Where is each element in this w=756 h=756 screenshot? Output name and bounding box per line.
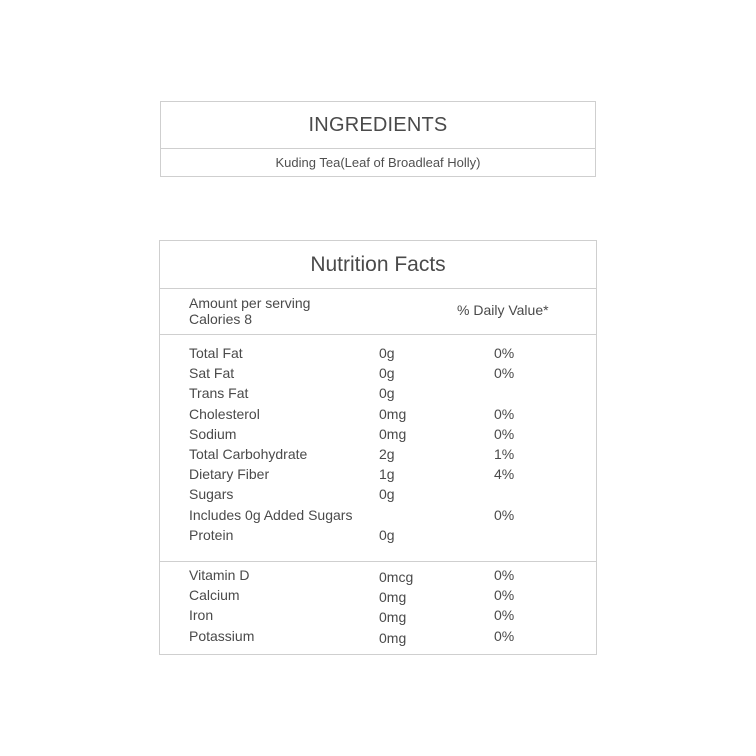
nutrient-row	[160, 527, 596, 547]
nutrient-name: Sat Fat	[189, 365, 235, 382]
amount-per-serving-label: Amount per serving	[189, 295, 311, 311]
ingredients-panel	[160, 101, 596, 177]
nutrient-daily-value: 0%	[494, 365, 515, 382]
nutrient-amount: 0mg	[379, 425, 407, 442]
nutrient-daily-value: 0%	[494, 425, 515, 442]
vitamin-daily-value: 0%	[494, 587, 515, 604]
nutrient-daily-value: 4%	[494, 466, 515, 483]
vitamin-mineral-list	[160, 562, 596, 648]
nutrient-amount: 0g	[379, 385, 395, 402]
nutrient-amount: 0g	[379, 486, 395, 503]
nutrient-daily-value: 0%	[494, 345, 515, 361]
vitamin-amount: 0mg	[379, 589, 407, 606]
nutrient-list	[160, 335, 596, 562]
nutrient-daily-value: 0%	[494, 506, 515, 523]
vitamin-amount: 0mg	[379, 629, 407, 646]
serving-info	[189, 295, 310, 327]
nutrient-daily-value: 1%	[494, 445, 515, 462]
vitamin-name: Potassium	[189, 627, 255, 644]
nutrient-row	[160, 385, 596, 405]
nutrient-row	[160, 345, 596, 365]
nutrient-name: Trans Fat	[189, 385, 249, 402]
nutrient-row	[160, 507, 596, 527]
nutrient-name: Total Carbohydrate	[189, 445, 308, 462]
vitamin-amount: 0mcg	[379, 569, 414, 585]
nutrient-row	[160, 466, 596, 486]
vitamin-amount: 0mg	[379, 609, 407, 626]
nutrient-row	[160, 426, 596, 446]
nutrient-amount: 0g	[379, 526, 395, 543]
calories-label: Calories 8	[189, 311, 253, 327]
vitamin-row	[160, 607, 596, 627]
nutrition-facts-title: Nutrition Facts	[160, 241, 596, 289]
nutrient-row	[160, 486, 596, 506]
vitamin-row	[160, 587, 596, 607]
nutrient-name: Sodium	[189, 425, 237, 442]
vitamin-name: Calcium	[189, 587, 240, 604]
vitamin-name: Iron	[189, 607, 214, 624]
nutrient-amount: 2g	[379, 445, 395, 462]
nutrient-amount: 0g	[379, 345, 395, 361]
nutrient-amount: 0mg	[379, 405, 407, 422]
nutrient-amount: 0g	[379, 365, 395, 382]
nutrient-name: Sugars	[189, 486, 234, 503]
vitamin-row	[160, 567, 596, 587]
vitamin-daily-value: 0%	[494, 607, 515, 624]
vitamin-daily-value: 0%	[494, 627, 515, 644]
serving-header	[160, 289, 596, 335]
vitamin-row	[160, 628, 596, 648]
nutrient-name: Includes 0g Added Sugars	[189, 506, 353, 523]
nutrient-daily-value: 0%	[494, 405, 515, 422]
nutrient-name: Cholesterol	[189, 405, 260, 422]
nutrient-name: Protein	[189, 526, 234, 543]
vitamin-daily-value: 0%	[494, 567, 515, 583]
nutrient-name: Total Fat	[189, 345, 243, 361]
nutrient-row	[160, 406, 596, 426]
nutrient-amount: 1g	[379, 466, 395, 483]
nutrition-facts-panel	[159, 240, 597, 655]
nutrient-row	[160, 365, 596, 385]
nutrient-name: Dietary Fiber	[189, 466, 270, 483]
nutrient-row	[160, 446, 596, 466]
daily-value-header: % Daily Value*	[457, 302, 549, 318]
ingredients-text: Kuding Tea(Leaf of Broadleaf Holly)	[275, 155, 481, 170]
ingredients-title: INGREDIENTS	[161, 102, 595, 149]
vitamin-name: Vitamin D	[189, 567, 250, 583]
